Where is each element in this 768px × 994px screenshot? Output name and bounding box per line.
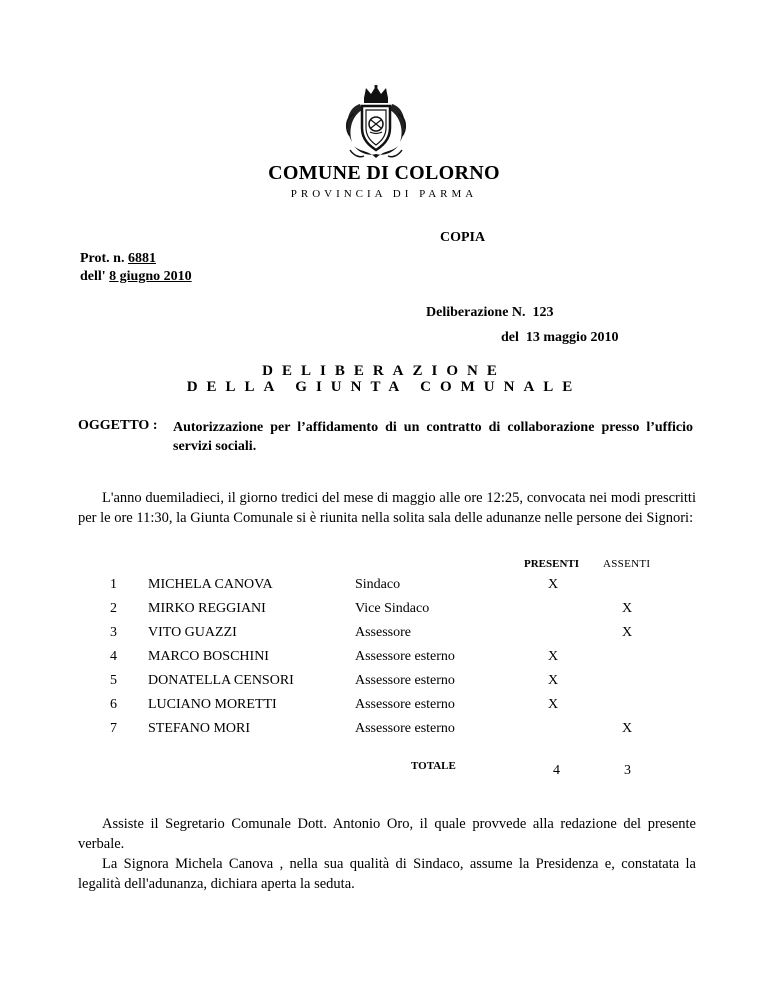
absent-mark: X [622, 625, 633, 640]
absent-column-header: ASSENTI [603, 558, 651, 570]
member-name: VITO GUAZZI [148, 625, 237, 640]
member-number: 7 [110, 721, 117, 736]
present-mark: X [548, 673, 559, 688]
protocol-prefix: Prot. n. [80, 251, 125, 266]
deliberation-number: Deliberazione N. 123 [426, 305, 554, 320]
member-role: Assessore esterno [355, 673, 455, 688]
deliberation-heading-line1: DELIBERAZIONE [262, 363, 506, 379]
member-number: 5 [110, 673, 117, 688]
total-absent: 3 [624, 763, 631, 778]
copy-mark: COPIA [440, 230, 486, 245]
member-role: Assessore esterno [355, 649, 455, 664]
absent-mark: X [622, 601, 633, 616]
present-mark: X [548, 649, 559, 664]
member-number: 2 [110, 601, 117, 616]
absent-mark: X [622, 721, 633, 736]
member-role: Assessore esterno [355, 721, 455, 736]
table-row [0, 625, 768, 647]
member-name: STEFANO MORI [148, 721, 251, 736]
subject-label: OGGETTO : [78, 418, 158, 433]
protocol-block [80, 250, 192, 286]
table-row [0, 649, 768, 671]
member-name: DONATELLA CENSORI [148, 673, 294, 688]
municipal-crest-icon [340, 84, 412, 164]
deliberation-date: del 13 maggio 2010 [501, 330, 619, 345]
member-number: 1 [110, 577, 117, 592]
province-subtitle: PROVINCIA DI PARMA [290, 188, 478, 200]
member-name: MIRKO REGGIANI [148, 601, 266, 616]
protocol-number: 6881 [127, 251, 156, 266]
table-row [0, 601, 768, 623]
total-label: TOTALE [411, 760, 456, 772]
member-role: Assessore esterno [355, 697, 455, 712]
member-role: Vice Sindaco [355, 601, 430, 616]
table-row [0, 577, 768, 599]
table-row [0, 673, 768, 695]
protocol-date-prefix: dell' [80, 269, 106, 284]
total-present: 4 [553, 763, 560, 778]
member-name: MARCO BOSCHINI [148, 649, 269, 664]
table-row [0, 697, 768, 719]
present-mark: X [548, 697, 559, 712]
protocol-date: 8 giugno 2010 [109, 269, 192, 284]
present-column-header: PRESENTI [524, 558, 580, 570]
member-number: 3 [110, 625, 117, 640]
subject-text: Autorizzazione per l’affidamento di un contratto di collaborazione presso l’ufficio servizi sociali. [173, 420, 693, 454]
municipality-title: COMUNE DI COLORNO [268, 162, 500, 184]
secretary-paragraph: Assiste il Segretario Comunale Dott. Antonio Oro, il quale provvede alla redazione del presente verbale. [78, 816, 696, 852]
table-row [0, 721, 768, 743]
member-role: Sindaco [355, 577, 401, 592]
present-mark: X [548, 577, 559, 592]
member-name: MICHELA CANOVA [148, 577, 273, 592]
member-number: 4 [110, 649, 117, 664]
intro-paragraph: L'anno duemiladieci, il giorno tredici del mese di maggio alle ore 12:25, convocata nei modi prescritti per le ore 11:30, la Giunta Comunale si è riunita nella solita sala delle adunanze nelle persone dei Signori: [78, 490, 696, 526]
member-role: Assessore [355, 625, 411, 640]
member-name: LUCIANO MORETTI [148, 697, 277, 712]
member-number: 6 [110, 697, 117, 712]
deliberation-heading-line2: DELLA GIUNTA COMUNALE [186, 379, 582, 395]
presidency-paragraph: La Signora Michela Canova , nella sua qualità di Sindaco, assume la Presidenza e, constatata la legalità dell'adunanza, dichiara aperta la seduta. [78, 856, 696, 892]
